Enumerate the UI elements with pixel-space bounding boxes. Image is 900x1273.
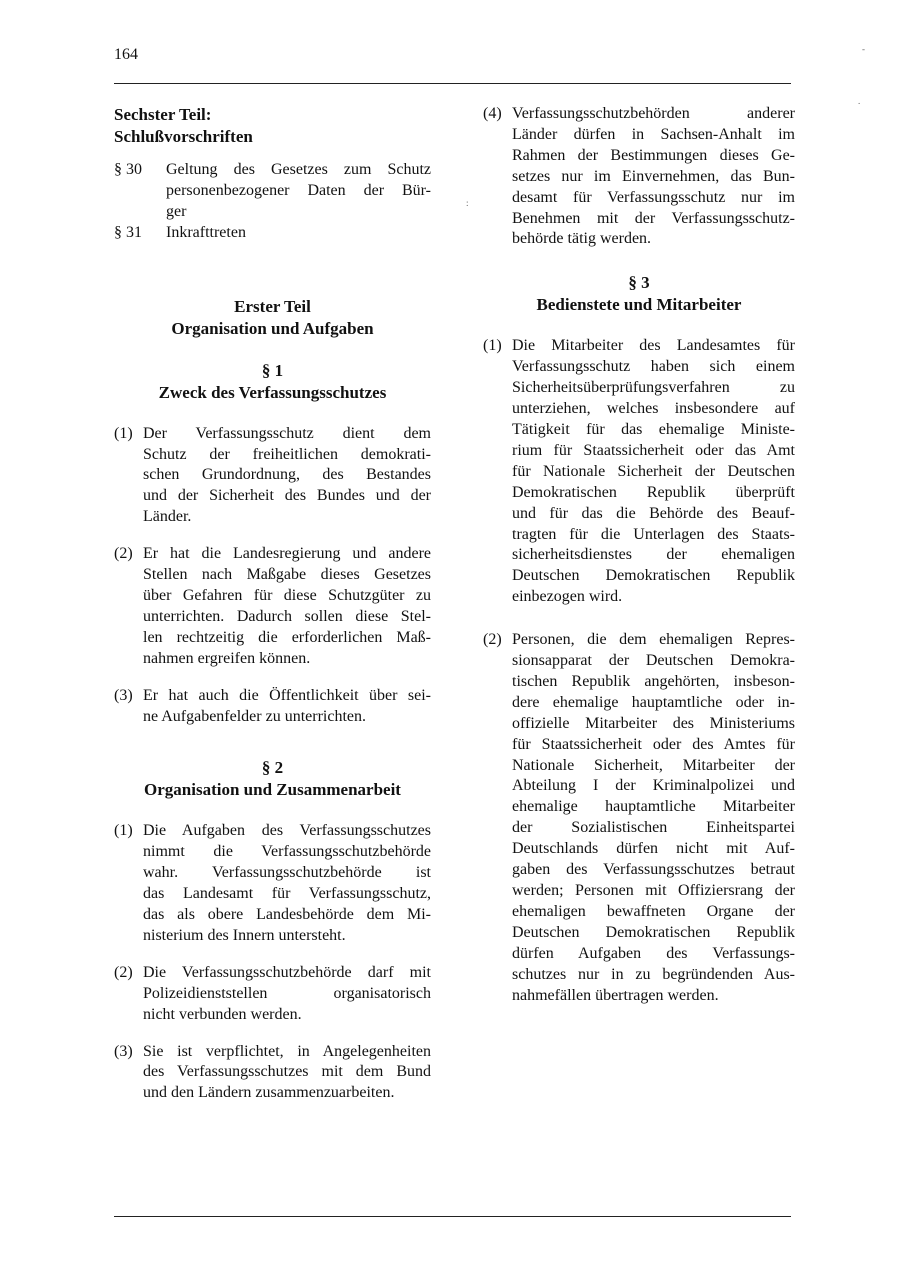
text-line: Tätigkeit für das ehemalige Ministe- — [512, 420, 795, 438]
text-line: dere ehemalige hauptamtliche oder in- — [512, 693, 795, 711]
text-line: personenbezogener Daten der Bür- — [166, 181, 431, 199]
text-line: der Sozialistischen Einheitspartei — [512, 819, 795, 837]
text-line: rium für Staatssicherheit oder das Amt — [512, 441, 795, 459]
text-line: Personen, die dem ehemaligen Repres- — [512, 631, 795, 649]
text-line: gaben des Verfassungsschutzes betraut — [512, 861, 795, 879]
part-one-heading — [114, 296, 431, 340]
text-line: Inkrafttreten — [166, 223, 246, 241]
toc-title — [166, 160, 431, 223]
section-1-heading — [114, 360, 431, 404]
text-line: und der Sicherheit des Bundes und der — [143, 487, 431, 505]
paragraph-text — [143, 544, 431, 669]
text-line: für Nationale Sicherheit der Deutschen — [512, 462, 795, 480]
paragraph — [483, 630, 795, 1006]
text-line: Abteilung I der Kriminalpolizei und — [512, 777, 795, 795]
right-column — [483, 104, 795, 1006]
text-line: sionsapparat der Deutschen Demokra- — [512, 652, 795, 670]
section-title: Bedienstete und Mitarbeiter — [536, 295, 742, 315]
paragraph-number: (3) — [114, 1042, 133, 1060]
text-line: Er hat auch die Öffentlichkeit über sei- — [143, 686, 431, 704]
footer-rule — [114, 1216, 791, 1217]
text-line: Die Verfassungsschutzbehörde darf mit — [143, 963, 431, 981]
text-line: unterziehen, welches insbesondere auf — [512, 400, 795, 418]
paragraph-text — [143, 686, 431, 728]
text-line: wahr. Verfassungsschutzbehörde ist — [143, 864, 431, 882]
toc-entry — [114, 160, 431, 223]
text-line: Stellen nach Maßgabe dieses Gesetzes — [143, 566, 431, 584]
text-line: Sicherheitsüberprüfungsverfahren zu — [512, 379, 795, 397]
text-line: Geltung des Gesetzes zum Schutz — [166, 161, 431, 178]
text-line: Länder. — [143, 508, 192, 526]
text-line: Die Mitarbeiter des Landesamtes für — [512, 337, 795, 355]
text-line: Demokratischen Republik überprüft — [512, 483, 795, 501]
paragraph-number: (1) — [114, 822, 133, 840]
scan-speck: : — [466, 198, 469, 208]
text-line: Schutz der freiheitlichen demokrati- — [143, 445, 431, 463]
part-six-title: Schlußvorschriften — [114, 127, 253, 146]
text-line: nimmt die Verfassungsschutzbehörde — [143, 843, 431, 861]
text-line: ehemaligen bewaffneten Organe der — [512, 902, 795, 920]
paragraph-number: (3) — [114, 686, 133, 704]
paragraph-text — [143, 963, 431, 1026]
toc-number: § 31 — [114, 223, 142, 241]
header-rule — [114, 83, 791, 84]
text-line: offizielle Mitarbeiter des Ministeriums — [512, 714, 795, 732]
paragraph-number: (2) — [114, 963, 133, 981]
paragraph — [114, 1042, 431, 1105]
text-line: Deutschlands dürfen nicht mit Auf- — [512, 840, 795, 858]
paragraph — [114, 821, 431, 946]
left-column — [114, 104, 431, 1104]
table-of-contents — [114, 160, 431, 244]
text-line: setzes nur im Einvernehmen, das Bun- — [512, 167, 795, 185]
paragraph-text — [143, 424, 431, 529]
section-title: Zweck des Verfassungsschutzes — [158, 382, 387, 402]
text-line: des Verfassungsschutzes mit dem Bund — [143, 1063, 431, 1081]
text-line: tischen Republik angehörten, insbeson- — [512, 672, 795, 690]
paragraph-number: (2) — [483, 631, 502, 649]
text-line: schen Grundordnung, des Bestandes — [143, 466, 431, 484]
text-line: dürfen Aufgaben des Verfassungs- — [512, 944, 795, 962]
paragraph-text — [512, 336, 795, 608]
text-line: nicht verbunden werden. — [143, 1005, 302, 1023]
scan-speck: - — [862, 44, 865, 54]
text-line: len rechtzeitig die erforderlichen Maß- — [143, 628, 431, 646]
text-line: Deutschen Demokratischen Republik — [512, 567, 795, 585]
text-line: tragten für die Unterlagen des Staats- — [512, 525, 795, 543]
section-2-heading — [114, 757, 431, 801]
paragraph-number: (2) — [114, 545, 133, 563]
text-line: Die Aufgaben des Verfassungsschutzes — [143, 822, 431, 840]
paragraph-text — [143, 821, 431, 946]
toc-number: § 30 — [114, 161, 142, 178]
paragraph — [114, 424, 431, 529]
paragraph-number: (4) — [483, 105, 502, 122]
text-line: Sie ist verpflichtet, in Angelegenheiten — [143, 1042, 431, 1060]
section-number: § 1 — [261, 360, 284, 380]
text-line: nisterium des Innern untersteht. — [143, 926, 346, 944]
text-line: und für das die Behörde des Beauf- — [512, 504, 795, 522]
text-line: das Landesamt für Verfassungsschutz, — [143, 885, 431, 903]
text-line: Länder dürfen in Sachsen-Anhalt im — [512, 125, 795, 143]
text-line: ne Aufgabenfelder zu unterrichten. — [143, 707, 367, 725]
paragraph — [114, 686, 431, 728]
scan-speck: . — [858, 96, 861, 106]
text-line: Polizeidienststellen organisatorisch — [143, 984, 431, 1002]
text-line: Rahmen der Bestimmungen dieses Ge- — [512, 146, 795, 164]
text-line: ger — [166, 202, 187, 220]
text-line: einbezogen wird. — [512, 588, 623, 606]
text-line: nahmen ergreifen können. — [143, 649, 311, 667]
text-line: Deutschen Demokratischen Republik — [512, 923, 795, 941]
paragraph — [483, 336, 795, 608]
section-title: Organisation und Zusammenarbeit — [144, 780, 401, 800]
text-line: Verfassungsschutzbehörden anderer — [512, 105, 795, 122]
part-six-heading — [114, 104, 431, 148]
text-line: Der Verfassungsschutz dient dem — [143, 424, 431, 442]
text-line: Verfassungsschutz haben sich einem — [512, 358, 795, 376]
text-line: desamt für Verfassungsschutz nur im — [512, 188, 795, 206]
paragraph-number: (1) — [114, 424, 133, 442]
text-line: für Staatssicherheit oder des Amtes für — [512, 735, 795, 753]
part-one-title: Organisation und Aufgaben — [171, 318, 374, 338]
section-number: § 3 — [628, 273, 650, 293]
section-number: § 2 — [261, 758, 284, 778]
text-line: nahmefällen übertragen werden. — [512, 986, 719, 1004]
page-number: 164 — [114, 46, 138, 63]
paragraph-text — [512, 630, 795, 1006]
text-line: Benehmen mit der Verfassungsschutz- — [512, 209, 795, 227]
text-line: Er hat die Landesregierung und andere — [143, 545, 431, 563]
text-line: schutzes nur in zu begründenden Aus- — [512, 965, 795, 983]
text-line: Nationale Sicherheit, Mitarbeiter der — [512, 756, 795, 774]
text-line: behörde tätig werden. — [512, 230, 652, 248]
section-3-heading — [483, 272, 795, 316]
toc-title — [166, 223, 431, 244]
text-line: über Gefahren für diese Schutzgüter zu — [143, 586, 431, 604]
text-line: das als obere Landesbehörde dem Mi- — [143, 906, 431, 924]
text-line: und den Ländern zusammenzuarbeiten. — [143, 1084, 395, 1102]
text-line: werden; Personen mit Offiziersrang der — [512, 882, 795, 899]
paragraph — [114, 963, 431, 1026]
paragraph — [483, 104, 795, 250]
toc-entry — [114, 223, 431, 244]
text-line: ehemalige hauptamtliche Mitarbeiter — [512, 798, 795, 816]
part-one-label: Erster Teil — [234, 296, 311, 316]
paragraph — [114, 544, 431, 669]
paragraph-number: (1) — [483, 337, 502, 355]
text-line: unterrichten. Dadurch sollen diese Stel- — [143, 607, 431, 625]
part-six-label: Sechster Teil: — [114, 105, 212, 124]
text-line: sicherheitsdienstes der ehemaligen — [512, 546, 795, 564]
paragraph-text — [512, 104, 795, 250]
paragraph-text — [143, 1042, 431, 1105]
